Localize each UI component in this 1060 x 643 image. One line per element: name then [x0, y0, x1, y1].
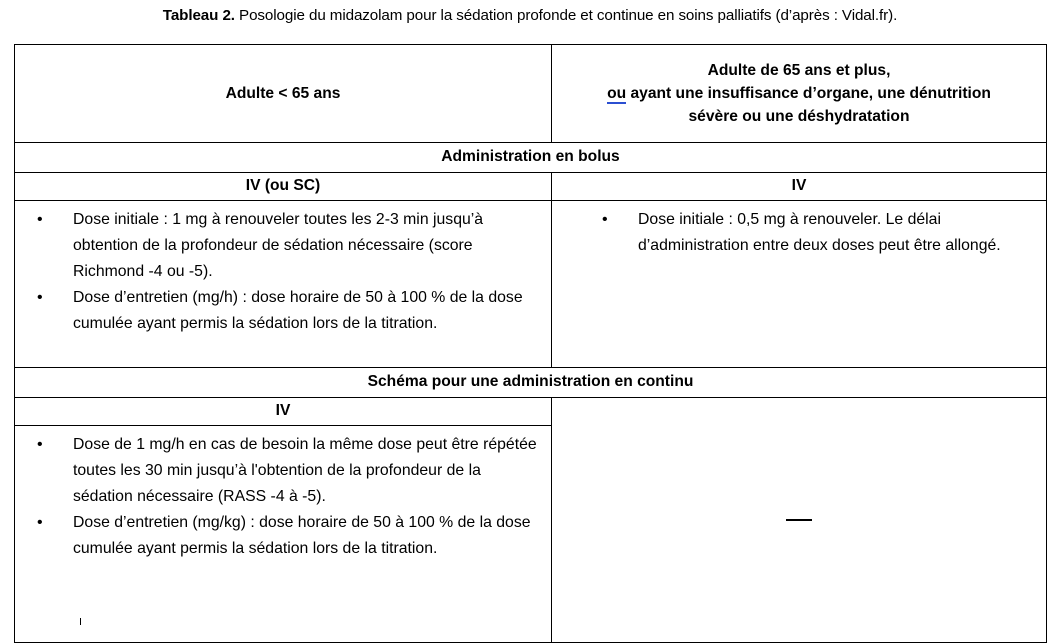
section-band-row-bolus [15, 143, 1047, 173]
section-band-continu: Schéma pour une administration en continu [15, 368, 1047, 398]
header-cell-left [15, 45, 552, 143]
content-cell-continu-left [15, 426, 552, 643]
table-header-row [15, 45, 1047, 143]
table-container [14, 44, 1046, 643]
bullet-list-bolus-left [25, 207, 541, 337]
header-right-line1: Adulte de 65 ans et plus, [707, 61, 891, 79]
list-item: • Dose d’entretien (mg/h) : dose horaire de 50 à 100 % de la dose cumulée ayant permis la sédation lors de la titration. [25, 285, 541, 337]
header-cell-right [552, 45, 1047, 143]
header-right-line2-rest: ayant une insuffisance d’organe, une dénutrition [626, 84, 991, 102]
subheader-right-bolus: IV [552, 173, 1047, 201]
next-row-divider-stub [80, 618, 81, 625]
subheader-left-continu: IV [15, 398, 552, 426]
header-right-underlined-word: ou [607, 84, 627, 102]
section-band-bolus: Administration en bolus [15, 143, 1047, 173]
list-item: • Dose initiale : 0,5 mg à renouveler. Le délai d’administration entre deux doses peut être allongé. [590, 207, 1036, 259]
list-item: • Dose d’entretien (mg/kg) : dose horaire de 50 à 100 % de la dose cumulée ayant permis la sédation lors de la titration. [25, 510, 541, 562]
content-row-bolus [15, 201, 1047, 368]
bullet-list-bolus-right [590, 207, 1036, 259]
subheader-left-bolus: IV (ou SC) [15, 173, 552, 201]
posology-table [14, 44, 1047, 643]
caption-text: Posologie du midazolam pour la sédation profonde et continue en soins palliatifs (d’après : Vidal.fr). [234, 7, 898, 24]
subheader-row-bolus [15, 173, 1047, 201]
bullet-list-continu-left [25, 432, 541, 562]
content-cell-continu-right [552, 398, 1047, 643]
list-item: • Dose initiale : 1 mg à renouveler toutes les 2-3 min jusqu’à obtention de la profondeur de sédation nécessaire (score Richmond -4 ou -5). [25, 207, 541, 285]
caption-label: Tableau 2. [162, 7, 235, 24]
table-caption [0, 6, 1060, 26]
section-band-row-continu [15, 368, 1047, 398]
list-item: • Dose de 1 mg/h en cas de besoin la même dose peut être répétée toutes les 30 min jusqu’à l'obtention de la profondeur de la sédation nécessaire (RASS -4 à -5). [25, 432, 541, 510]
em-dash-icon [786, 519, 812, 521]
header-right-line3: sévère ou une déshydratation [688, 107, 910, 125]
subheader-row-continu [15, 398, 1047, 426]
header-left-label: Adulte < 65 ans [225, 84, 341, 102]
header-right-line2 [560, 82, 1038, 105]
content-cell-bolus-right [552, 201, 1047, 368]
content-cell-bolus-left [15, 201, 552, 368]
